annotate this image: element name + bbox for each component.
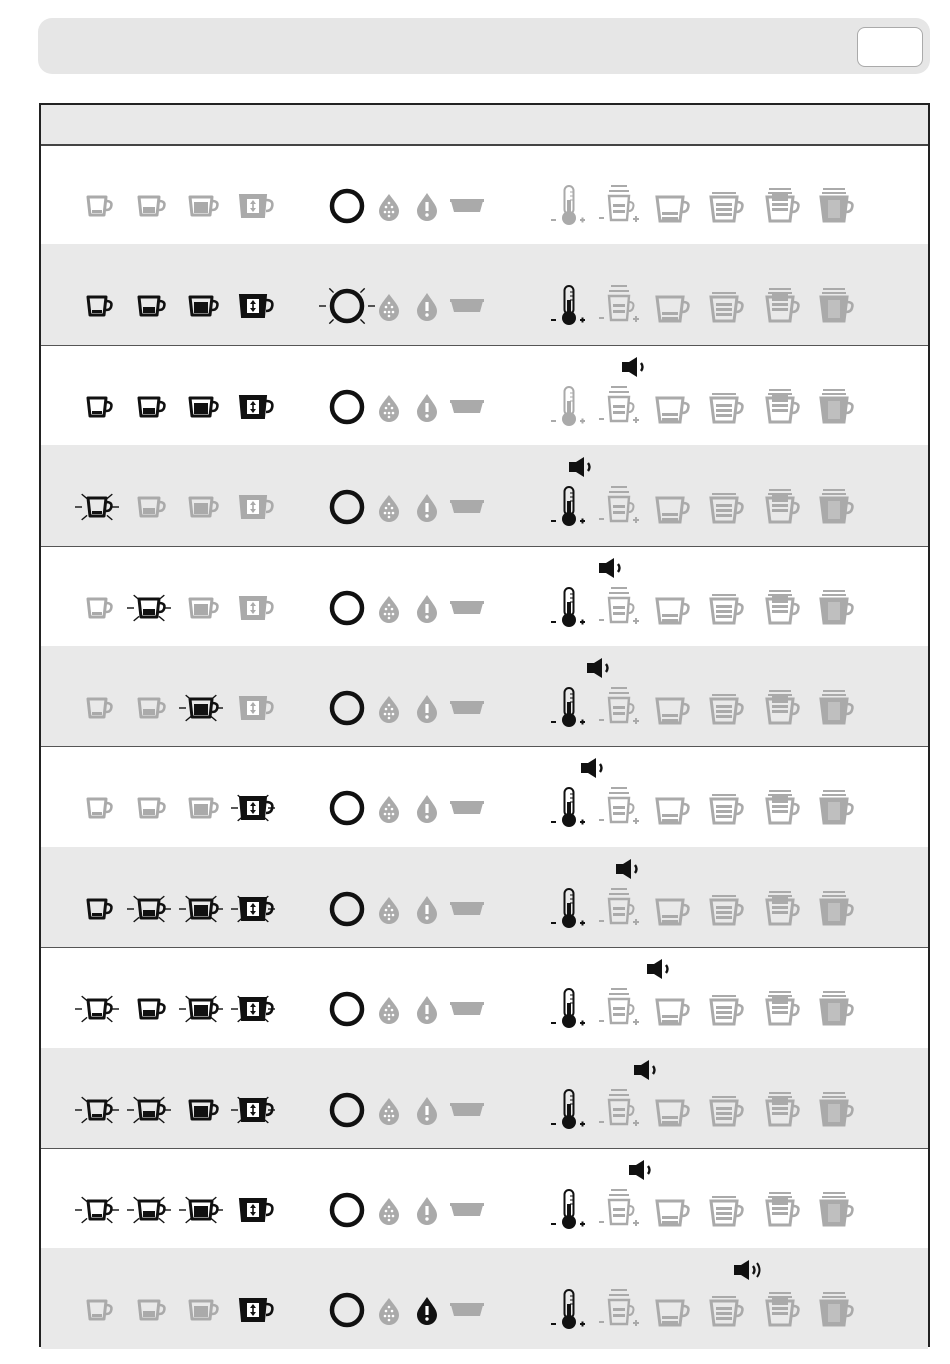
cup-stack-icon: [594, 1287, 644, 1333]
indicator-row: [41, 345, 928, 446]
single-espresso-cup-icon: [67, 1090, 127, 1130]
descale-drop-icon: [377, 793, 401, 823]
indicator-row: [41, 244, 928, 345]
volume-full-cup-icon: [812, 285, 856, 327]
coffee-cup-icon: [171, 1090, 231, 1130]
drip-tray-icon: [447, 698, 487, 718]
cup-stack-icon: [594, 484, 644, 530]
coffee-cup-icon: [171, 487, 231, 527]
volume-medium-cup-icon: [702, 888, 746, 930]
large-coffee-cup-icon: [223, 186, 283, 226]
cup-stack-icon: [594, 585, 644, 631]
cup-stack-icon: [594, 283, 644, 329]
descale-drop-icon: [377, 392, 401, 422]
single-espresso-cup-icon: [67, 989, 127, 1029]
volume-medium-cup-icon: [702, 486, 746, 528]
volume-small-cup-icon: [648, 1189, 692, 1231]
volume-medium-cup-icon: [702, 185, 746, 227]
descale-drop-icon: [377, 894, 401, 924]
single-espresso-cup-icon: [67, 487, 127, 527]
page-number-box: [857, 27, 923, 67]
coffee-cup-icon: [171, 1290, 231, 1330]
power-ring-icon: [317, 181, 377, 231]
volume-small-cup-icon: [648, 386, 692, 428]
volume-small-cup-icon: [648, 1289, 692, 1331]
double-espresso-cup-icon: [119, 788, 179, 828]
beep-speaker-icon: [642, 957, 678, 981]
beep-speaker-icon: [576, 756, 612, 780]
volume-small-cup-icon: [648, 486, 692, 528]
alarm-drop-icon: [415, 894, 439, 924]
volume-large-cup-icon: [758, 386, 802, 428]
double-espresso-cup-icon: [119, 1090, 179, 1130]
double-espresso-cup-icon: [119, 286, 179, 326]
double-espresso-cup-icon: [119, 186, 179, 226]
volume-large-cup-icon: [758, 888, 802, 930]
drip-tray-icon: [447, 598, 487, 618]
indicator-row: [41, 847, 928, 948]
beep-speaker-icon: [564, 455, 600, 479]
large-coffee-cup-icon: [223, 989, 283, 1029]
drip-tray-icon: [447, 196, 487, 216]
alarm-drop-icon: [415, 392, 439, 422]
indicator-row: [41, 947, 928, 1048]
drip-tray-icon: [447, 397, 487, 417]
power-ring-icon: [317, 1085, 377, 1135]
descale-drop-icon: [377, 994, 401, 1024]
volume-medium-cup-icon: [702, 1089, 746, 1131]
beep-speaker-icon: [594, 556, 630, 580]
volume-medium-cup-icon: [702, 587, 746, 629]
coffee-cup-icon: [171, 286, 231, 326]
beep-speaker-icon: [729, 1258, 765, 1282]
alarm-drop-icon: [415, 191, 439, 221]
power-ring-icon: [317, 583, 377, 633]
volume-medium-cup-icon: [702, 285, 746, 327]
coffee-cup-icon: [171, 186, 231, 226]
single-espresso-cup-icon: [67, 286, 127, 326]
volume-full-cup-icon: [812, 587, 856, 629]
double-espresso-cup-icon: [119, 889, 179, 929]
beep-speaker-icon: [617, 355, 653, 379]
volume-large-cup-icon: [758, 988, 802, 1030]
alarm-drop-icon: [415, 793, 439, 823]
indicator-table: [39, 103, 930, 1347]
volume-small-cup-icon: [648, 888, 692, 930]
volume-large-cup-icon: [758, 1089, 802, 1131]
single-espresso-cup-icon: [67, 788, 127, 828]
volume-full-cup-icon: [812, 386, 856, 428]
alarm-drop-icon: [415, 1295, 439, 1325]
descale-drop-icon: [377, 1195, 401, 1225]
double-espresso-cup-icon: [119, 688, 179, 728]
coffee-cup-icon: [171, 788, 231, 828]
coffee-cup-icon: [171, 889, 231, 929]
volume-small-cup-icon: [648, 687, 692, 729]
volume-medium-cup-icon: [702, 1189, 746, 1231]
temperature-icon: [547, 1087, 591, 1133]
single-espresso-cup-icon: [67, 186, 127, 226]
volume-small-cup-icon: [648, 1089, 692, 1131]
volume-medium-cup-icon: [702, 988, 746, 1030]
volume-full-cup-icon: [812, 1189, 856, 1231]
cup-stack-icon: [594, 384, 644, 430]
volume-full-cup-icon: [812, 888, 856, 930]
power-ring-icon: [317, 984, 377, 1034]
cup-stack-icon: [594, 785, 644, 831]
indicator-row: [41, 1048, 928, 1149]
descale-drop-icon: [377, 191, 401, 221]
coffee-cup-icon: [171, 588, 231, 628]
volume-full-cup-icon: [812, 787, 856, 829]
temperature-icon: [547, 1187, 591, 1233]
double-espresso-cup-icon: [119, 1190, 179, 1230]
cup-stack-icon: [594, 1087, 644, 1133]
volume-large-cup-icon: [758, 285, 802, 327]
power-ring-icon: [317, 281, 377, 331]
power-ring-icon: [317, 1285, 377, 1335]
volume-full-cup-icon: [812, 988, 856, 1030]
descale-drop-icon: [377, 1095, 401, 1125]
single-espresso-cup-icon: [67, 889, 127, 929]
indicator-row: [41, 746, 928, 847]
volume-large-cup-icon: [758, 687, 802, 729]
temperature-icon: [547, 785, 591, 831]
cup-stack-icon: [594, 986, 644, 1032]
volume-medium-cup-icon: [702, 687, 746, 729]
alarm-drop-icon: [415, 1095, 439, 1125]
temperature-icon: [547, 384, 591, 430]
cup-stack-icon: [594, 685, 644, 731]
beep-speaker-icon: [624, 1158, 660, 1182]
temperature-icon: [547, 886, 591, 932]
power-ring-icon: [317, 783, 377, 833]
temperature-icon: [547, 1287, 591, 1333]
double-espresso-cup-icon: [119, 387, 179, 427]
coffee-cup-icon: [171, 989, 231, 1029]
temperature-icon: [547, 986, 591, 1032]
drip-tray-icon: [447, 1100, 487, 1120]
large-coffee-cup-icon: [223, 588, 283, 628]
volume-large-cup-icon: [758, 1289, 802, 1331]
descale-drop-icon: [377, 693, 401, 723]
volume-full-cup-icon: [812, 687, 856, 729]
single-espresso-cup-icon: [67, 1190, 127, 1230]
coffee-cup-icon: [171, 688, 231, 728]
temperature-icon: [547, 585, 591, 631]
indicator-row: [41, 445, 928, 546]
large-coffee-cup-icon: [223, 1190, 283, 1230]
large-coffee-cup-icon: [223, 387, 283, 427]
drip-tray-icon: [447, 899, 487, 919]
alarm-drop-icon: [415, 291, 439, 321]
beep-speaker-icon: [582, 656, 618, 680]
volume-medium-cup-icon: [702, 1289, 746, 1331]
volume-medium-cup-icon: [702, 386, 746, 428]
volume-small-cup-icon: [648, 587, 692, 629]
indicator-row: [41, 546, 928, 647]
large-coffee-cup-icon: [223, 1290, 283, 1330]
indicator-row: [41, 144, 928, 245]
volume-full-cup-icon: [812, 1289, 856, 1331]
drip-tray-icon: [447, 798, 487, 818]
drip-tray-icon: [447, 1300, 487, 1320]
power-ring-icon: [317, 482, 377, 532]
single-espresso-cup-icon: [67, 387, 127, 427]
volume-full-cup-icon: [812, 1089, 856, 1131]
double-espresso-cup-icon: [119, 1290, 179, 1330]
double-espresso-cup-icon: [119, 487, 179, 527]
volume-large-cup-icon: [758, 1189, 802, 1231]
beep-speaker-icon: [629, 1058, 665, 1082]
double-espresso-cup-icon: [119, 989, 179, 1029]
alarm-drop-icon: [415, 994, 439, 1024]
large-coffee-cup-icon: [223, 487, 283, 527]
large-coffee-cup-icon: [223, 1090, 283, 1130]
drip-tray-icon: [447, 296, 487, 316]
power-ring-icon: [317, 1185, 377, 1235]
coffee-cup-icon: [171, 1190, 231, 1230]
volume-large-cup-icon: [758, 486, 802, 528]
descale-drop-icon: [377, 1295, 401, 1325]
beep-speaker-icon: [611, 857, 647, 881]
descale-drop-icon: [377, 291, 401, 321]
power-ring-icon: [317, 884, 377, 934]
volume-large-cup-icon: [758, 787, 802, 829]
temperature-icon: [547, 484, 591, 530]
header-bar: [38, 18, 930, 74]
volume-small-cup-icon: [648, 988, 692, 1030]
cup-stack-icon: [594, 1187, 644, 1233]
single-espresso-cup-icon: [67, 588, 127, 628]
indicator-row: [41, 1148, 928, 1249]
descale-drop-icon: [377, 593, 401, 623]
large-coffee-cup-icon: [223, 788, 283, 828]
coffee-cup-icon: [171, 387, 231, 427]
volume-large-cup-icon: [758, 587, 802, 629]
temperature-icon: [547, 283, 591, 329]
indicator-row: [41, 1248, 928, 1348]
indicator-row: [41, 646, 928, 747]
alarm-drop-icon: [415, 593, 439, 623]
alarm-drop-icon: [415, 1195, 439, 1225]
volume-medium-cup-icon: [702, 787, 746, 829]
volume-small-cup-icon: [648, 285, 692, 327]
volume-small-cup-icon: [648, 185, 692, 227]
volume-large-cup-icon: [758, 185, 802, 227]
volume-full-cup-icon: [812, 185, 856, 227]
drip-tray-icon: [447, 497, 487, 517]
temperature-icon: [547, 183, 591, 229]
drip-tray-icon: [447, 999, 487, 1019]
power-ring-icon: [317, 382, 377, 432]
volume-full-cup-icon: [812, 486, 856, 528]
large-coffee-cup-icon: [223, 688, 283, 728]
alarm-drop-icon: [415, 492, 439, 522]
cup-stack-icon: [594, 886, 644, 932]
large-coffee-cup-icon: [223, 286, 283, 326]
drip-tray-icon: [447, 1200, 487, 1220]
temperature-icon: [547, 685, 591, 731]
single-espresso-cup-icon: [67, 688, 127, 728]
large-coffee-cup-icon: [223, 889, 283, 929]
alarm-drop-icon: [415, 693, 439, 723]
cup-stack-icon: [594, 183, 644, 229]
descale-drop-icon: [377, 492, 401, 522]
double-espresso-cup-icon: [119, 588, 179, 628]
volume-small-cup-icon: [648, 787, 692, 829]
power-ring-icon: [317, 683, 377, 733]
table-header: [41, 105, 928, 146]
single-espresso-cup-icon: [67, 1290, 127, 1330]
